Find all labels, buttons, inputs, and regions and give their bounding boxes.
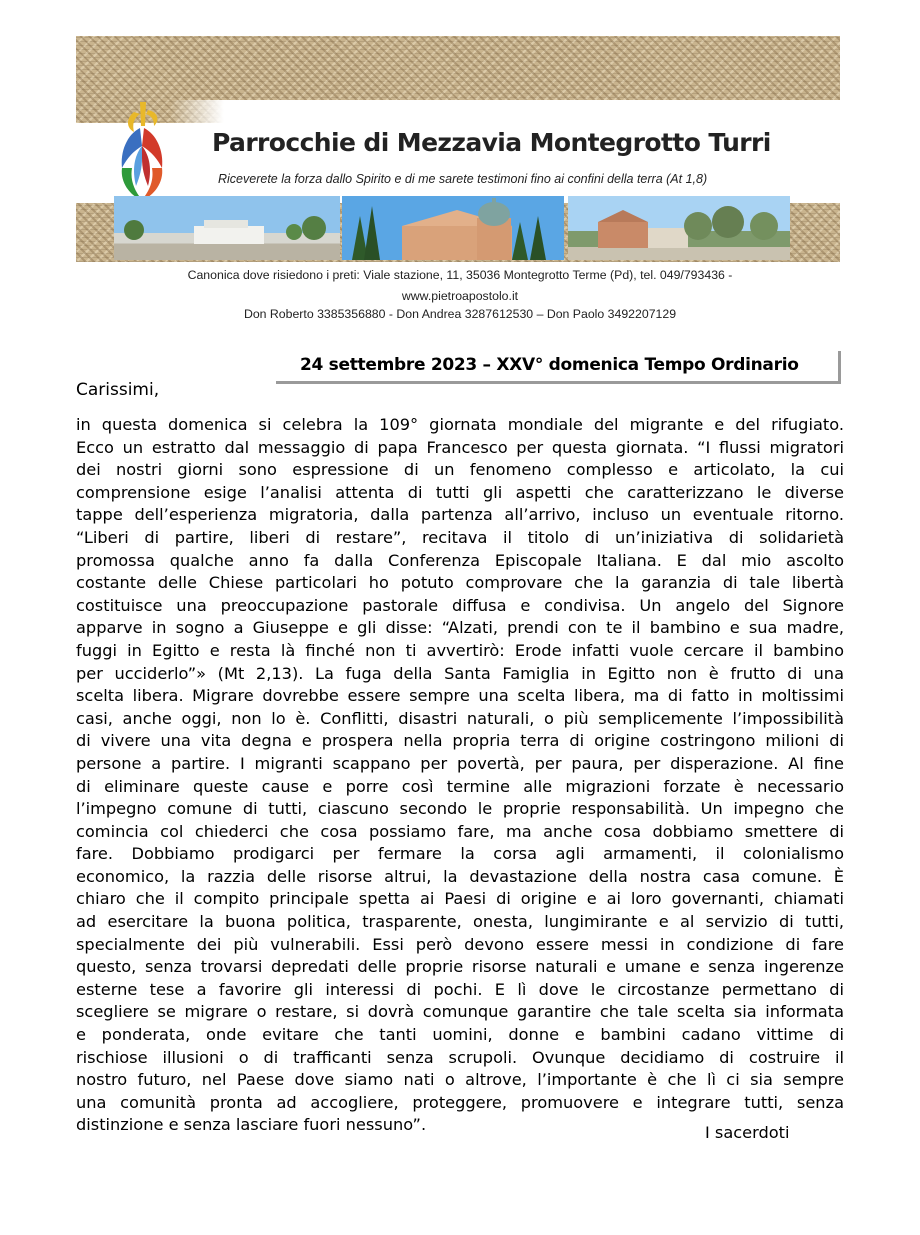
body-line: chiaro che il compito principale spetta ai Paesi di origine e ai loro governanti, chiamati: [76, 889, 844, 909]
church-photo-modern: [114, 196, 340, 260]
body-line: questo, senza trovarsi depredati delle proprie risorse naturali e umane e senza ingerenze: [76, 957, 844, 977]
body-line: promossa qualche anno fa dalla Conferenza Episcopale Italiana. E dal mio ascolto: [76, 550, 844, 570]
contact-address: Canonica dove risiedono i preti: Viale stazione, 11, 35036 Montegrotto Terme (Pd), tel. 049/793436 -: [187, 268, 733, 282]
body-line: tappe dell’esperienza migratoria, dalla partenza all’arrivo, incluso un eventuale ritorno.: [76, 505, 844, 525]
body-line: comincia col chiederci che cosa possiamo fare, ma anche cosa dobbiamo smettere di: [76, 821, 844, 841]
body-line: esterne tese a favorire gli interessi di pochi. E lì dove le circostanze permettano di: [76, 979, 844, 999]
church-photo-old: [568, 196, 790, 260]
body-line: apparve in sogno a Giuseppe e gli disse: “Alzati, prendi con te il bambino e sua madre,: [76, 618, 844, 638]
body-line: economico, la razzia delle risorse altrui, la devastazione della nostra casa comune. È: [76, 866, 844, 886]
body-line: fare. Dobbiamo prodigarci per fermare la corsa agli armamenti, il colonialismo: [76, 844, 844, 864]
letter-body: [76, 414, 844, 1137]
contact-website: www.pietroapostolo.it: [401, 289, 519, 303]
header-white-fade: [170, 100, 840, 124]
body-line: in questa domenica si celebra la 109° giornata mondiale del migrante e del rifugiato.: [76, 415, 844, 434]
body-line: Ecco un estratto dal messaggio di papa Francesco per questa giornata. “I flussi migratori: [76, 437, 844, 457]
church-photos: [114, 196, 790, 260]
date-heading: 24 settembre 2023 – XXV° domenica Tempo Ordinario: [300, 355, 799, 375]
body-line: costituisce una preoccupazione pastorale diffusa e condivisa. Un angelo del Signore: [76, 595, 844, 615]
body-line: comprensione esige l’analisi attenta di tutti gli aspetti che caratterizzano le diverse: [76, 482, 844, 502]
body-line: costante delle Chiese particolari ho potuto comprovare che la garanzia di tale libertà: [76, 573, 844, 593]
body-line: scegliere se migrare o restare, si dovrà comunque garantire che tale scelta sia informata: [76, 1002, 844, 1022]
body-line: “Liberi di partire, liberi di restare”, recitava il titolo di un’iniziativa di solidarietà: [76, 527, 844, 547]
body-line: dei nostri giorni sono espressione di un fenomeno complesso e articolato, la cui: [76, 460, 844, 480]
parish-logo: [112, 98, 172, 206]
body-line: per ucciderlo”» (Mt 2,13). La fuga della Santa Famiglia in Egitto non è frutto di una: [76, 663, 844, 683]
body-line: l’impegno comune di tutti, ciascuno secondo le proprie responsabilità. Un impegno che: [76, 799, 844, 819]
body-line: di vivere una vita degna e prospera nella propria terra di origine costringono milioni di: [76, 731, 844, 751]
contact-priests: Don Roberto 3385356880 - Don Andrea 3287612530 – Don Paolo 3492207129: [243, 307, 677, 321]
greeting: Carissimi,: [76, 380, 160, 400]
body-line: rischiose illusioni o di trafficanti senza scrupoli. Ovunque decidiamo di costruire il: [76, 1047, 844, 1067]
church-photo-dome: [342, 196, 564, 260]
body-line: di eliminare queste cause e porre così termine alle migrazioni forzate è necessario: [76, 776, 844, 796]
body-line: specialmente dei più vulnerabili. Essi però devono essere messi in condizione di fare: [76, 934, 844, 954]
body-line: fuggi in Egitto e resta là finché non ti avvertirò: Erode infatti vuole cercare il bambino: [76, 640, 844, 660]
body-line: persone a partire. I migranti scappano per povertà, per paura, per disperazione. Al fine: [76, 753, 844, 773]
body-line: scelta libera. Migrare dovrebbe essere sempre una scelta libera, ma di fatto in moltissimi: [76, 686, 844, 706]
body-line-last: distinzione e senza lasciare fuori nessuno”.: [76, 1115, 427, 1135]
body-line: casi, anche oggi, non lo è. Conflitti, disastri naturali, o più semplicemente l’impossibilità: [76, 708, 844, 728]
body-line: ad esercitare la buona politica, trasparente, onesta, lungimirante e al servizio di tutti,: [76, 912, 844, 932]
parish-title: Parrocchie di Mezzavia Montegrotto Turri: [212, 128, 771, 157]
signature: I sacerdoti: [705, 1123, 790, 1142]
body-line: e ponderata, onde evitare che tanti uomini, donne e bambini cadano vittime di: [76, 1025, 844, 1045]
parish-motto: Riceverete la forza dallo Spirito e di me sarete testimoni fino ai confini della terra (At 1,8): [218, 172, 708, 186]
body-line: una comunità pronta ad accogliere, proteggere, promuovere e integrare tutti, senza: [76, 1092, 844, 1112]
body-line: nostro futuro, nel Paese dove siamo nati o altrove, l’importante è che lì ci sia sempre: [76, 1070, 844, 1090]
